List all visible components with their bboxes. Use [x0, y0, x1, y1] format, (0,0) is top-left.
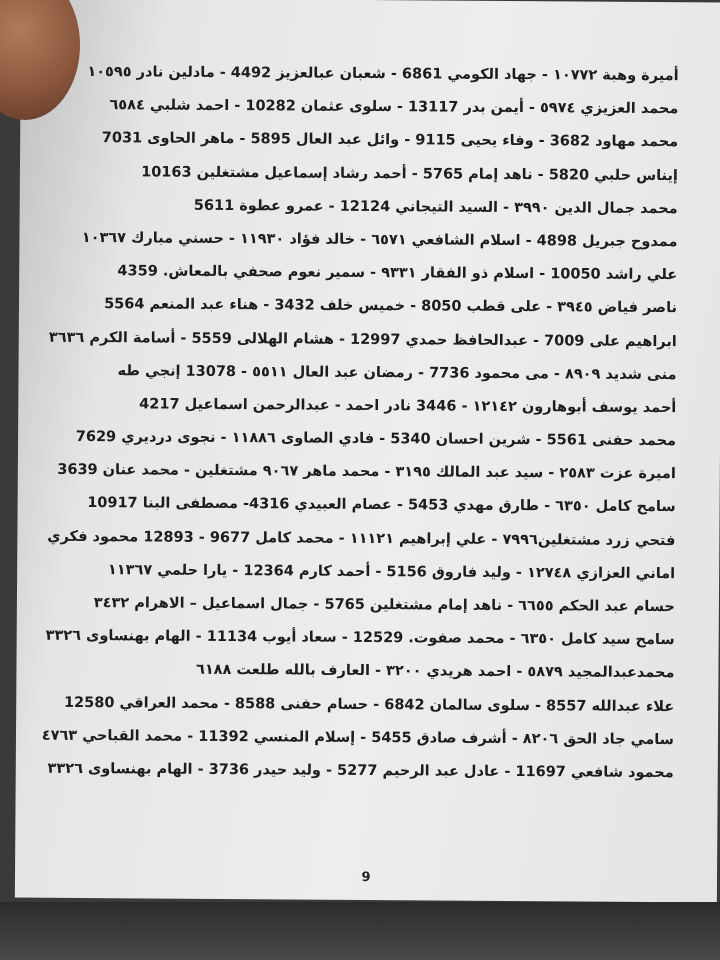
- list-line: إيناس حلبي 5820 - ناهد إمام 5765 - أحمد رشاد إسماعيل مشتغلين 10163: [141, 163, 678, 184]
- list-line: ممدوح جبريل 4898 - اسلام الشافعي ٦٥٧١ - خالد فؤاد ١١٩٣٠ - حسني مبارك ١٠٣٦٧: [81, 229, 678, 251]
- list-line: أحمد يوسف أبوهارون ١٢١٤٢ - 3446 نادر احمد - عبدالرحمن اسماعيل 4217: [139, 396, 677, 417]
- list-line: اماني العزازي ١٢٧٤٨ - وليد فاروق 5156 - أحمد كارم 12364 - يارا حلمي ١١٣٦٧: [107, 561, 676, 582]
- list-line: محمد مهاود 3682 - وفاء يحيى 9115 - وائل عبد العال 5895 - ماهر الحاوى 7031: [101, 130, 679, 151]
- list-line: محمد العزيزي ٥٩٧٤ - أيمن بدر 13117 - سلوى عثمان 10282 - احمد شلبي ٦٥٨٤: [109, 97, 679, 118]
- list-line: سامح سيد كامل ٦٣٥٠ - محمد صفوت. 12529 - سعاد أيوب 11134 - الهام بهنساوى ٣٣٢٦: [45, 627, 675, 649]
- list-line: سامح كامل ٦٣٥٠ - طارق مهدي 5453 - عصام العبيدي 4316- مصطفى البنا 10917: [87, 495, 676, 516]
- list-line: محمدعبدالمجيد ٥٨٧٩ - احمد هريدي ٣٢٠٠ - العارف بالله طلعت ٦١٨٨: [195, 662, 675, 682]
- name-list: [41, 56, 679, 790]
- list-line: ناصر فياض ٣٩٤٥ - على قطب 8050 - خميس خلف 3432 - هناء عبد المنعم 5564: [104, 296, 678, 317]
- list-line: فتحي زرد مشتغلين٧٩٩٦ - علي إبراهيم ١١١٢١ - محمد كامل 9677 - 12893 محمود فكري: [47, 528, 676, 549]
- list-line: محمد حفنى 5561 - شرين احسان 5340 - فادي الصاوى ١١٨٨٦ - نجوى درديري 7629: [75, 429, 677, 450]
- list-line: علاء عبدالله 8557 - سلوى سالمان 6842 - حسام حفنى 8588 - محمد العراقي 12580: [63, 694, 675, 715]
- list-line: علي راشد 10050 - اسلام ذو الفقار ٩٣٣١ - سمير نعوم صحفي بالمعاش. 4359: [117, 263, 678, 284]
- page-number: 9: [361, 869, 371, 886]
- list-line: منى شديد ٨٩٠٩ - مى محمود 7736 - رمضان عبد العال ٥٥١١ - 13078 إنجي طه: [117, 362, 677, 383]
- list-line: محمود شافعي 11697 - عادل عبد الرحيم 5277 - وليد حيدر 3736 - الهام بهنساوى ٣٣٢٦: [47, 760, 674, 782]
- list-line: ابراهيم على 7009 - عبدالحافظ حمدي 12997 - هشام الهلالى 5559 - أسامة الكرم ٣٦٣٦: [48, 329, 677, 350]
- list-line: أميرة وهبة ١٠٧٧٢ - جهاد الكومي 6861 - شعبان عبالعزيز 4492 - مادلين نادر ١٠٥٩٥: [87, 64, 679, 85]
- table-surface: [0, 902, 720, 960]
- list-line: اميرة عزت ٢٥٨٣ - سيد عبد المالك ٣١٩٥ - محمد ماهر ٩٠٦٧ مشتغلين - محمد عنان 3639: [57, 462, 676, 483]
- list-line: سامي جاد الحق ٨٢٠٦ - أشرف صادق 5455 - إسلام المنسي 11392 - محمد القباحي ٤٧٦٣: [41, 727, 675, 748]
- document-page: [15, 0, 720, 902]
- list-line: محمد جمال الدين ٣٩٩٠ - السيد التيجاني 12124 - عمرو عطوة 5611: [193, 197, 678, 217]
- list-line: حسام عبد الحكم ٦٦٥٥ - ناهد إمام مشتغلين 5765 - جمال اسماعيل – الاهرام ٣٤٣٢: [93, 595, 675, 616]
